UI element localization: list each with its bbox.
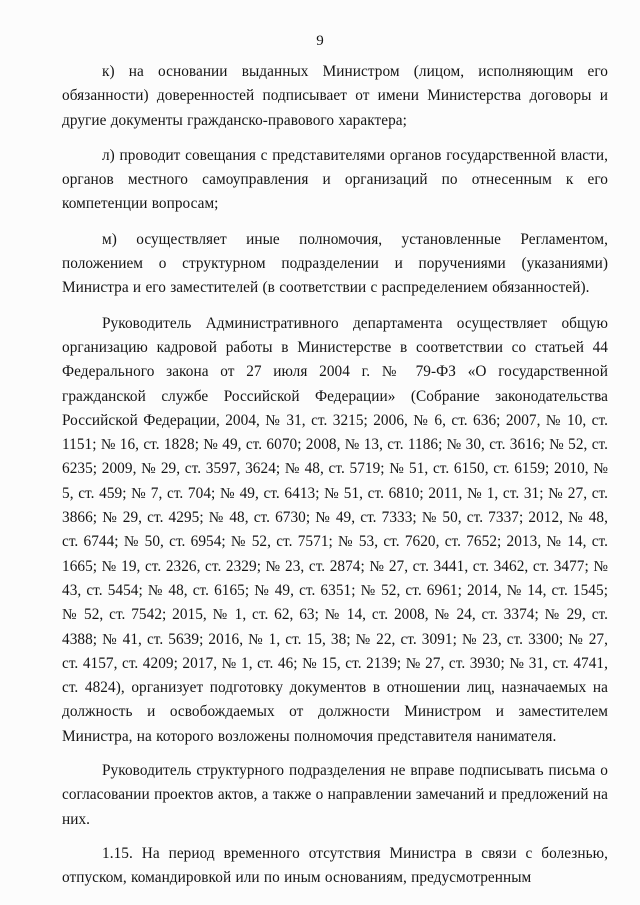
document-body	[62, 60, 608, 891]
paragraph-l: л) проводит совещания с представителями органов государственной власти, органов местного самоуправления и организаций по отнесенным к его компетенции вопросам;	[62, 146, 608, 213]
paragraph-m: м) осуществляет иные полномочия, установленные Регламентом, положением о структурном подразделении и поручениями (указаниями) Министра и его заместителей (в соответствии с распределением обязанностей).	[62, 230, 608, 297]
page-number: 9	[316, 33, 324, 49]
paragraph-1-15: 1.15. На период временного отсутствия Министра в связи с болезнью, отпуском, командировкой или по иным основаниям, предусмотренным	[62, 844, 608, 887]
paragraph-unit-head: Руководитель структурного подразделения не вправе подписывать письма о согласовании проектов актов, а также о направлении замечаний и предложений на них.	[62, 762, 608, 828]
paragraph-k: к) на основании выданных Министром (лицом, исполняющим его обязанности) доверенностей подписывает от имени Министерства договоры и другие документы гражданско-правового характера;	[62, 63, 608, 129]
paragraph-admin-department: Руководитель Административного департамента осуществляет общую организацию кадровой работы в Министерстве в соответствии со статьей 44 Федерального закона от 27 июля 2004 г. № 79-ФЗ «О государственной гражданской службе Российской Федерации» (Собрание законодательства Российской Федерации, 2004, № 31, ст. 3215; 2006, № 6, ст. 636; 2007, № 10, ст. 1151; № 16, ст. 1828; № 49, ст. 6070; 2008, № 13, ст. 1186; № 30, ст. 3616; № 52, ст. 6235; 2009, № 29, ст. 3597, 3624; № 48, ст. 5719; № 51, ст. 6150, ст. 6159; 2010, № 5, ст. 459; № 7, ст. 704; № 49, ст. 6413; № 51, ст. 6810; 2011, № 1, ст. 31; № 27, ст. 3866; № 29, ст. 4295; № 48, ст. 6730; № 49, ст. 7333; № 50, ст. 7337; 2012, № 48, ст. 6744; № 50, ст. 6954; № 52, ст. 7571; № 53, ст. 7620, ст. 7652; 2013, № 14, ст. 1665; № 19, ст. 2326, ст. 2329; № 23, ст. 2874; № 27, ст. 3441, ст. 3462, ст. 3477; № 43, ст. 5454; № 48, ст. 6165; № 49, ст. 6351; № 52, ст. 6961; 2014, № 14, ст. 1545; № 52, ст. 7542; 2015, № 1, ст. 62, 63; № 14, ст. 2008, № 24, ст. 3374; № 29, ст. 4388; № 41, ст. 5639; 2016, № 1, ст. 15, 38; № 22, ст. 3091; № 23, ст. 3300; № 27, ст. 4157, ст. 4209; 2017, № 1, ст. 46; № 15, ст. 2139; № 27, ст. 3930; № 31, ст. 4741, ст. 4824), организует подготовку документов в отношении лиц, назначаемых на должность и освобождаемых от должности Министром и заместителем Министра, на которого возложены полномочия представителя нанимателя.	[62, 314, 608, 745]
